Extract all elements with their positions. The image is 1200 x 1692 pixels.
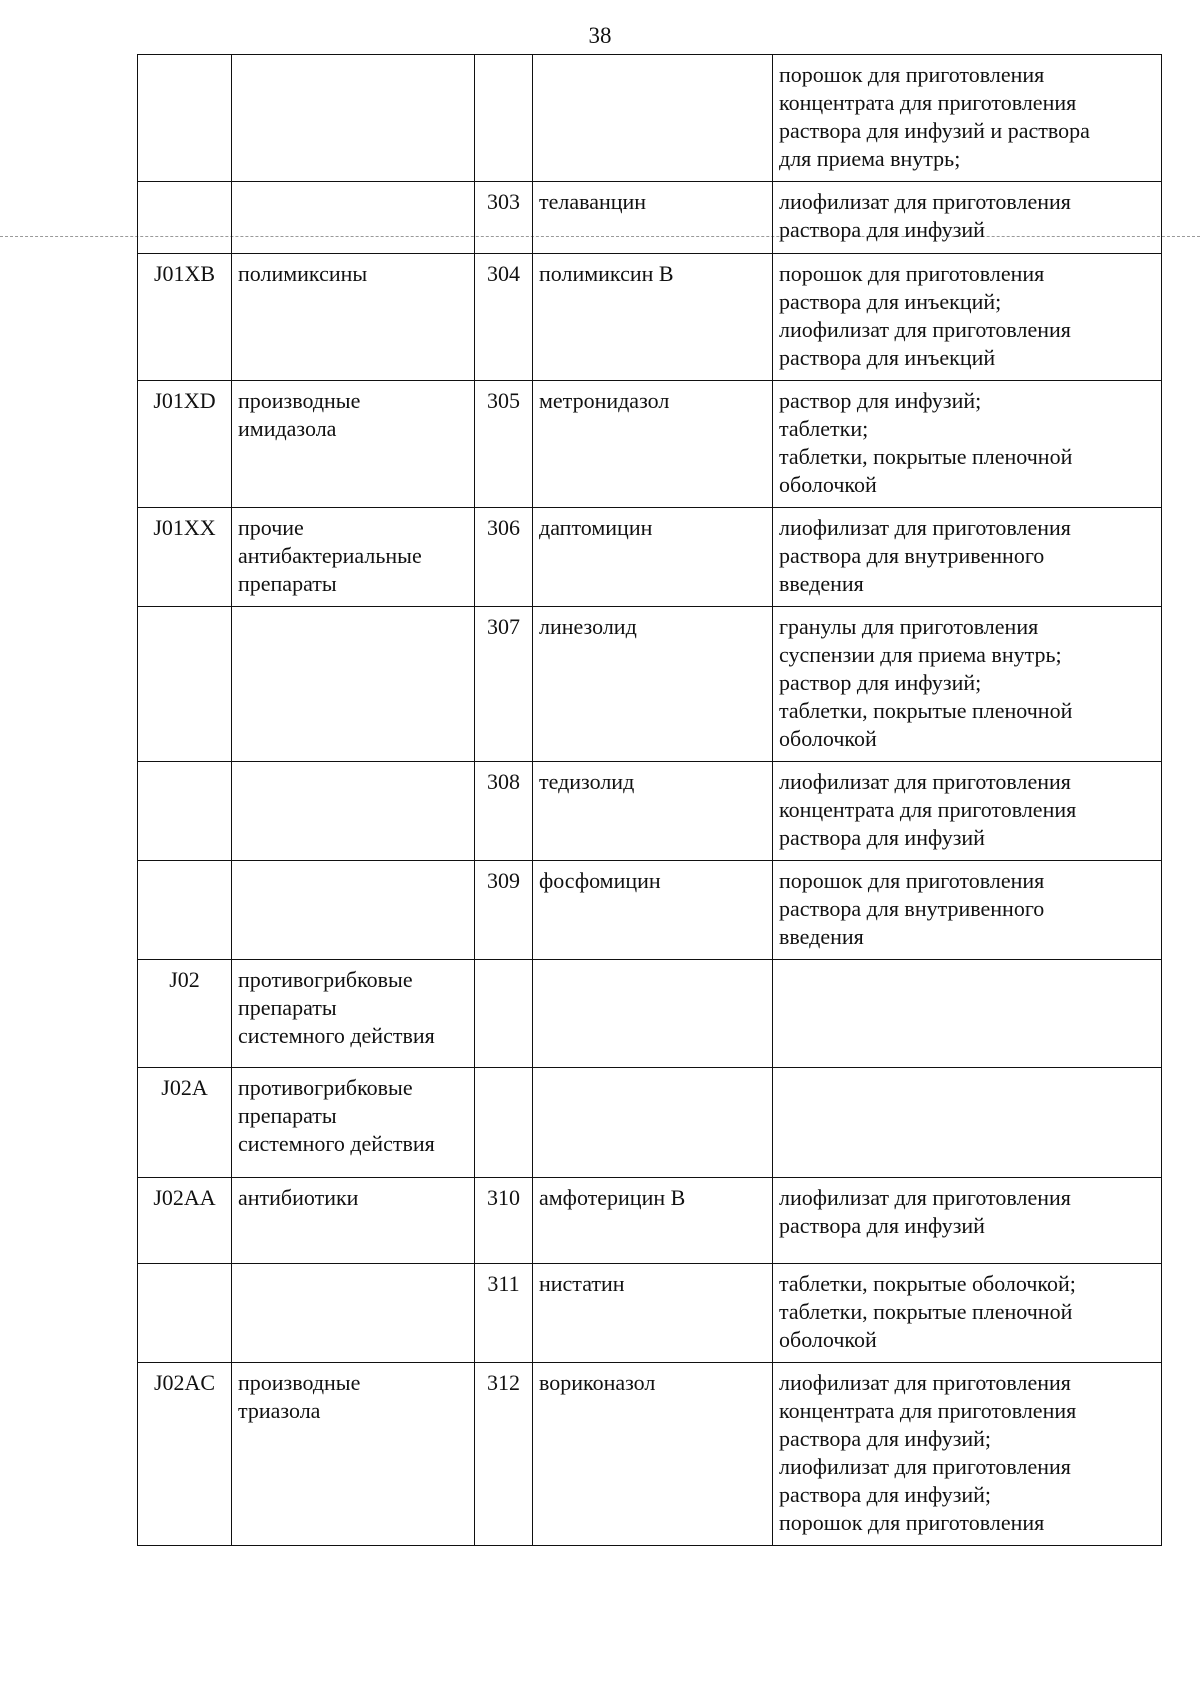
table-row — [138, 1068, 1162, 1178]
dosage-form-line: таблетки, покрытые оболочкой; — [779, 1271, 1076, 1296]
dosage-form-cell — [773, 1068, 1162, 1178]
table-body — [138, 55, 1162, 1546]
item-number-cell — [475, 861, 533, 960]
item-number-cell — [475, 1068, 533, 1178]
dosage-form-line: раствора для инфузий и раствора — [779, 118, 1090, 143]
group-name-cell — [232, 1178, 475, 1264]
drug-name-cell — [533, 861, 773, 960]
group-name-cell — [232, 1068, 475, 1178]
atc-code-cell — [138, 861, 232, 960]
table-row — [138, 1363, 1162, 1546]
dosage-form-cell — [773, 182, 1162, 254]
dosage-form-line: лиофилизат для приготовления — [779, 769, 1071, 794]
group-name-line: антибиотики — [238, 1185, 359, 1210]
dosage-form-line: таблетки, покрытые пленочной — [779, 1299, 1073, 1324]
item-number: 311 — [487, 1271, 520, 1296]
atc-code: J02A — [161, 1075, 208, 1100]
drug-name-cell — [533, 1264, 773, 1363]
item-number-cell — [475, 960, 533, 1068]
group-name-cell — [232, 607, 475, 762]
table-row — [138, 607, 1162, 762]
dosage-form-line: раствора для инфузий; — [779, 1482, 992, 1507]
atc-code: J01XB — [153, 261, 216, 286]
group-name-cell — [232, 960, 475, 1068]
item-number: 312 — [487, 1370, 520, 1395]
item-number-cell — [475, 182, 533, 254]
dosage-form-cell — [773, 861, 1162, 960]
dosage-form-cell — [773, 55, 1162, 182]
dosage-form-cell — [773, 1363, 1162, 1546]
dosage-form-line: таблетки, покрытые пленочной — [779, 444, 1073, 469]
item-number: 304 — [487, 261, 520, 286]
dosage-form-line: раствора для внутривенного — [779, 543, 1045, 568]
drug-name: полимиксин В — [539, 261, 674, 286]
group-name-line: препараты — [238, 1103, 337, 1128]
atc-code-cell — [138, 381, 232, 508]
drug-name: нистатин — [539, 1271, 625, 1296]
drug-name-cell — [533, 960, 773, 1068]
atc-code: J01XX — [153, 515, 216, 540]
item-number: 306 — [487, 515, 520, 540]
page-number: 38 — [588, 23, 612, 48]
item-number-cell — [475, 762, 533, 861]
dosage-form-line: лиофилизат для приготовления — [779, 189, 1071, 214]
drug-name: телаванцин — [539, 189, 647, 214]
atc-code: J01XD — [153, 388, 216, 413]
drug-name-cell — [533, 381, 773, 508]
dosage-form-line: оболочкой — [779, 472, 877, 497]
table-row — [138, 508, 1162, 607]
atc-code-cell — [138, 254, 232, 381]
atc-code-cell — [138, 762, 232, 861]
item-number-cell — [475, 55, 533, 182]
atc-code-cell — [138, 182, 232, 254]
atc-code-cell — [138, 1264, 232, 1363]
table-row — [138, 1264, 1162, 1363]
dosage-form-cell — [773, 254, 1162, 381]
table-row — [138, 1178, 1162, 1264]
dosage-form-line: раствора для внутривенного — [779, 896, 1045, 921]
dosage-form-line: порошок для приготовления — [779, 261, 1045, 286]
item-number-cell — [475, 607, 533, 762]
atc-code-cell — [138, 607, 232, 762]
group-name-cell — [232, 381, 475, 508]
atc-code-cell — [138, 960, 232, 1068]
dosage-form-line: лиофилизат для приготовления — [779, 317, 1071, 342]
drug-name-cell — [533, 1178, 773, 1264]
group-name-line: полимиксины — [238, 261, 368, 286]
group-name-line: триазола — [238, 1398, 321, 1423]
atc-code-cell — [138, 1178, 232, 1264]
item-number: 307 — [487, 614, 520, 639]
group-name-cell — [232, 254, 475, 381]
group-name-line: антибактериальные — [238, 543, 422, 568]
item-number-cell — [475, 1178, 533, 1264]
group-name-cell — [232, 1363, 475, 1546]
dosage-form-line: лиофилизат для приготовления — [779, 1185, 1071, 1210]
drug-name: линезолид — [539, 614, 637, 639]
table-row — [138, 861, 1162, 960]
dosage-form-cell — [773, 762, 1162, 861]
item-number: 309 — [487, 868, 520, 893]
drug-name: метронидазол — [539, 388, 670, 413]
dosage-form-cell — [773, 508, 1162, 607]
table-row — [138, 254, 1162, 381]
atc-code: J02AA — [153, 1185, 216, 1210]
dosage-form-line: лиофилизат для приготовления — [779, 515, 1071, 540]
group-name-cell — [232, 55, 475, 182]
drug-name: вориконазол — [539, 1370, 656, 1395]
dosage-form-line: введения — [779, 571, 864, 596]
dosage-form-line: концентрата для приготовления — [779, 797, 1077, 822]
atc-code-cell — [138, 1068, 232, 1178]
table-row — [138, 381, 1162, 508]
drug-name-cell — [533, 508, 773, 607]
table-row — [138, 182, 1162, 254]
drug-name-cell — [533, 762, 773, 861]
item-number: 308 — [487, 769, 520, 794]
dosage-form-line: введения — [779, 924, 864, 949]
dosage-form-line: таблетки, покрытые пленочной — [779, 698, 1073, 723]
drug-name-cell — [533, 607, 773, 762]
drug-name-cell — [533, 254, 773, 381]
dosage-form-line: концентрата для приготовления — [779, 90, 1077, 115]
dosage-form-line: гранулы для приготовления — [779, 614, 1039, 639]
group-name-line: системного действия — [238, 1023, 435, 1048]
drug-name: фосфомицин — [539, 868, 661, 893]
dosage-form-line: раствора для инфузий — [779, 825, 985, 850]
group-name-line: противогрибковые — [238, 967, 413, 992]
group-name-cell — [232, 861, 475, 960]
drug-name-cell — [533, 182, 773, 254]
group-name-cell — [232, 762, 475, 861]
dosage-form-line: для приема внутрь; — [779, 146, 961, 171]
drug-name-cell — [533, 1068, 773, 1178]
dosage-form-line: оболочкой — [779, 726, 877, 751]
dosage-form-line: раствора для инфузий; — [779, 1426, 992, 1451]
group-name-line: производные — [238, 1370, 361, 1395]
dosage-form-line: раствора для инфузий — [779, 1213, 985, 1238]
dosage-form-line: оболочкой — [779, 1327, 877, 1352]
dosage-form-line: суспензии для приема внутрь; — [779, 642, 1062, 667]
atc-code-cell — [138, 508, 232, 607]
table-row — [138, 960, 1162, 1068]
dosage-form-line: лиофилизат для приготовления — [779, 1370, 1071, 1395]
dosage-form-cell — [773, 1178, 1162, 1264]
group-name-cell — [232, 508, 475, 607]
group-name-line: препараты — [238, 995, 337, 1020]
dosage-form-cell — [773, 1264, 1162, 1363]
dosage-form-line: порошок для приготовления — [779, 62, 1045, 87]
item-number-cell — [475, 254, 533, 381]
group-name-line: препараты — [238, 571, 337, 596]
medication-table — [137, 54, 1162, 1546]
dosage-form-line: раствор для инфузий; — [779, 670, 982, 695]
dosage-form-line: раствора для инъекций; — [779, 289, 1002, 314]
group-name-line: имидазола — [238, 416, 337, 441]
item-number: 303 — [487, 189, 520, 214]
drug-name-cell — [533, 55, 773, 182]
drug-name: тедизолид — [539, 769, 635, 794]
item-number-cell — [475, 508, 533, 607]
drug-name: даптомицин — [539, 515, 653, 540]
dosage-form-cell — [773, 381, 1162, 508]
dosage-form-line: раствора для инъекций — [779, 345, 996, 370]
table-row — [138, 762, 1162, 861]
item-number-cell — [475, 1363, 533, 1546]
dosage-form-line: таблетки; — [779, 416, 869, 441]
dosage-form-cell — [773, 960, 1162, 1068]
atc-code: J02 — [169, 967, 200, 992]
dosage-form-line: порошок для приготовления — [779, 1510, 1045, 1535]
dosage-form-cell — [773, 607, 1162, 762]
group-name-line: системного действия — [238, 1131, 435, 1156]
drug-name: амфотерицин В — [539, 1185, 686, 1210]
group-name-line: противогрибковые — [238, 1075, 413, 1100]
dosage-form-line: лиофилизат для приготовления — [779, 1454, 1071, 1479]
atc-code-cell — [138, 55, 232, 182]
group-name-cell — [232, 182, 475, 254]
item-number-cell — [475, 1264, 533, 1363]
dosage-form-line: раствора для инфузий — [779, 217, 985, 242]
dosage-form-line: раствор для инфузий; — [779, 388, 982, 413]
table-row — [138, 55, 1162, 182]
item-number-cell — [475, 381, 533, 508]
dosage-form-line: концентрата для приготовления — [779, 1398, 1077, 1423]
group-name-cell — [232, 1264, 475, 1363]
dosage-form-line: порошок для приготовления — [779, 868, 1045, 893]
drug-name-cell — [533, 1363, 773, 1546]
group-name-line: производные — [238, 388, 361, 413]
item-number: 305 — [487, 388, 520, 413]
atc-code: J02AC — [153, 1370, 216, 1395]
atc-code-cell — [138, 1363, 232, 1546]
item-number: 310 — [487, 1185, 520, 1210]
group-name-line: прочие — [238, 515, 304, 540]
